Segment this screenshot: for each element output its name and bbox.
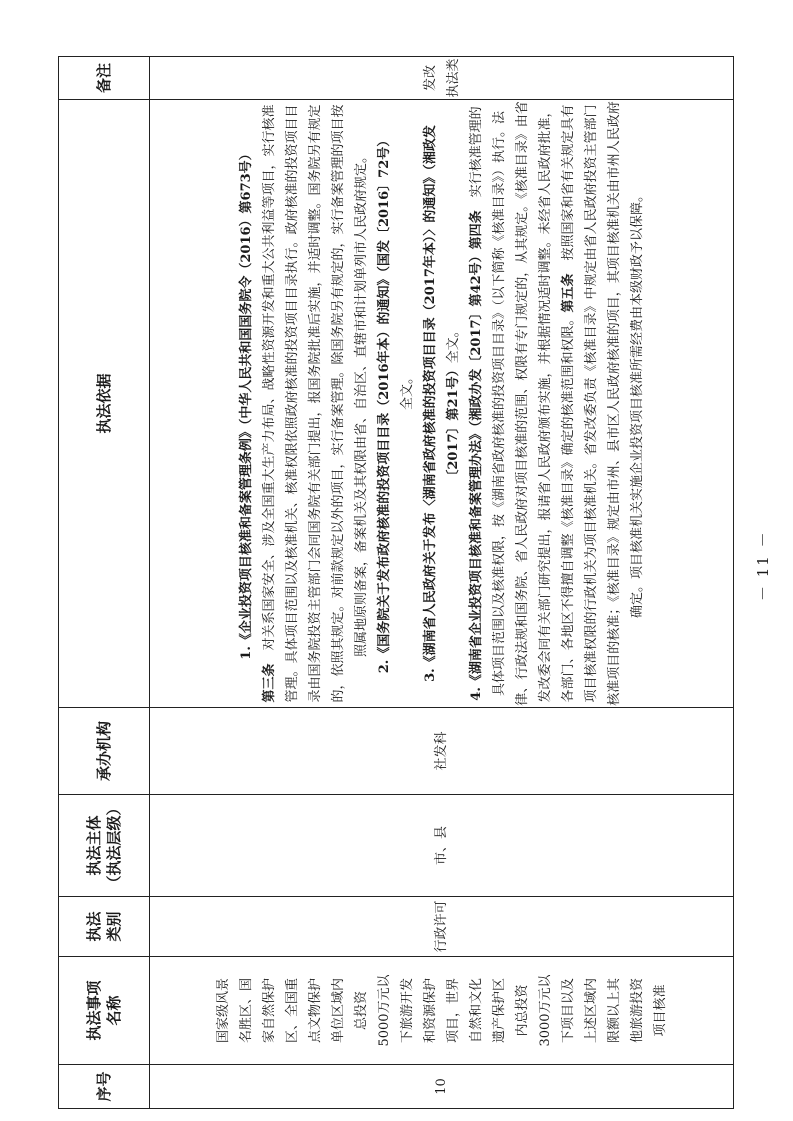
header-remark: 备注 [59,57,150,100]
basis-4-article-5: 第五条 [560,273,576,313]
enforcement-table [58,56,734,1109]
basis-3-title: 3.《湖南省人民政府关于发布〈湖南省政府核准的投资项目目录（2017年本）〉的通知》（湘政发〔2017〕第21号） [422,125,461,682]
basis-4-text-2: 按照国家和省有关规定具有项目核准权限的行政机关为项目核准机关。省发改委负责《核准目录》中规定由省人民政府投资主管部门核准项目的核准；《核准目录》规定由市州、县市区人民政府核准的项目，其项目核准机关由市州人民政府确定。项目核准机关实施企业投资项目核准所需经费由本级财政予以保障。 [560,101,645,706]
basis-4-text: 实行核准管理的具体项目范围以及核准权限，按《湖南省政府核准的投资项目目录》（以下简称《核准目录》）执行。法律、行政法规和国务院、省人民政府对项目核准的范围、权限有专门规定的，从其规定。《核准目录》由省发改委会同有关部门研究提出，报请省人民政府颁布实施，并根据情况适时调整。未经省人民政府批准，各部门、各地区不得擅自调整《核准目录》确定的核准范围和权限。 [468,101,576,706]
header-seq: 序号 [59,1065,150,1109]
header-agency: 承办机构 [59,708,150,795]
basis-2-title: 2.《国务院关于发布政府核准的投资项目目录（2016年本）的通知》（国发〔2016〕72号） [376,133,392,674]
cell-item-name: 国家级风景 名胜区、国 家自然保护 区、全国重 点文物保护 单位区域内 总投资 5000万元以 下旅游开发 和资源保护 项目，世界 自然和文化 遗产保护区 内总投资 3000万元以 下项目以及 上述区域内 限额以上其 他旅游投资 项目核准 [150,957,734,1065]
cell-basis [150,100,734,708]
cell-seq: 10 [150,1065,734,1109]
cell-subject: 市、县 [150,795,734,897]
cell-category: 行政许可 [150,897,734,957]
header-subject: 执法主体 （执法层级） [59,795,150,897]
header-category: 执法 类别 [59,897,150,957]
table-row [150,57,734,1109]
header-basis: 执法依据 [59,100,150,708]
header-row [59,57,150,1109]
basis-1-text: 对关系国家安全、涉及全国重大生产力布局、战略性资源开发和重大公共利益等项目，实行核准管理。具体项目范围以及核准机关、核准权限依照政府核准的投资项目目录执行。政府核准的投资项目目录由国务院投资主管部门会同国务院有关部门提出，报国务院批准后实施，并适时调整。国务院另有规定的，依照其规定。对前款规定以外的项目，实行备案管理。除国务院另有规定的，实行备案管理的项目按照属地原则备案，备案机关及其权限由省、自治区、直辖市和计划单列市人民政府规定。 [261,104,369,703]
cell-remark: 发改 执法类 [150,57,734,100]
cell-agency: 社发科 [150,708,734,795]
header-item: 执法事项 名称 [59,957,150,1065]
page-number: － 11 － [754,530,772,601]
basis-1-article: 第三条 [261,663,277,703]
basis-3-text: 全文。 [445,324,461,364]
basis-2-text: 全文。 [399,371,415,411]
basis-4-title: 4.《湖南省企业投资项目核准和备案管理办法》（湘政办发〔2017〕第42号）第四条 [468,210,484,701]
basis-1-title: 1.《企业投资项目核准和备案管理条例》（中华人民共和国国务院令（2016）第673号） [238,147,254,660]
